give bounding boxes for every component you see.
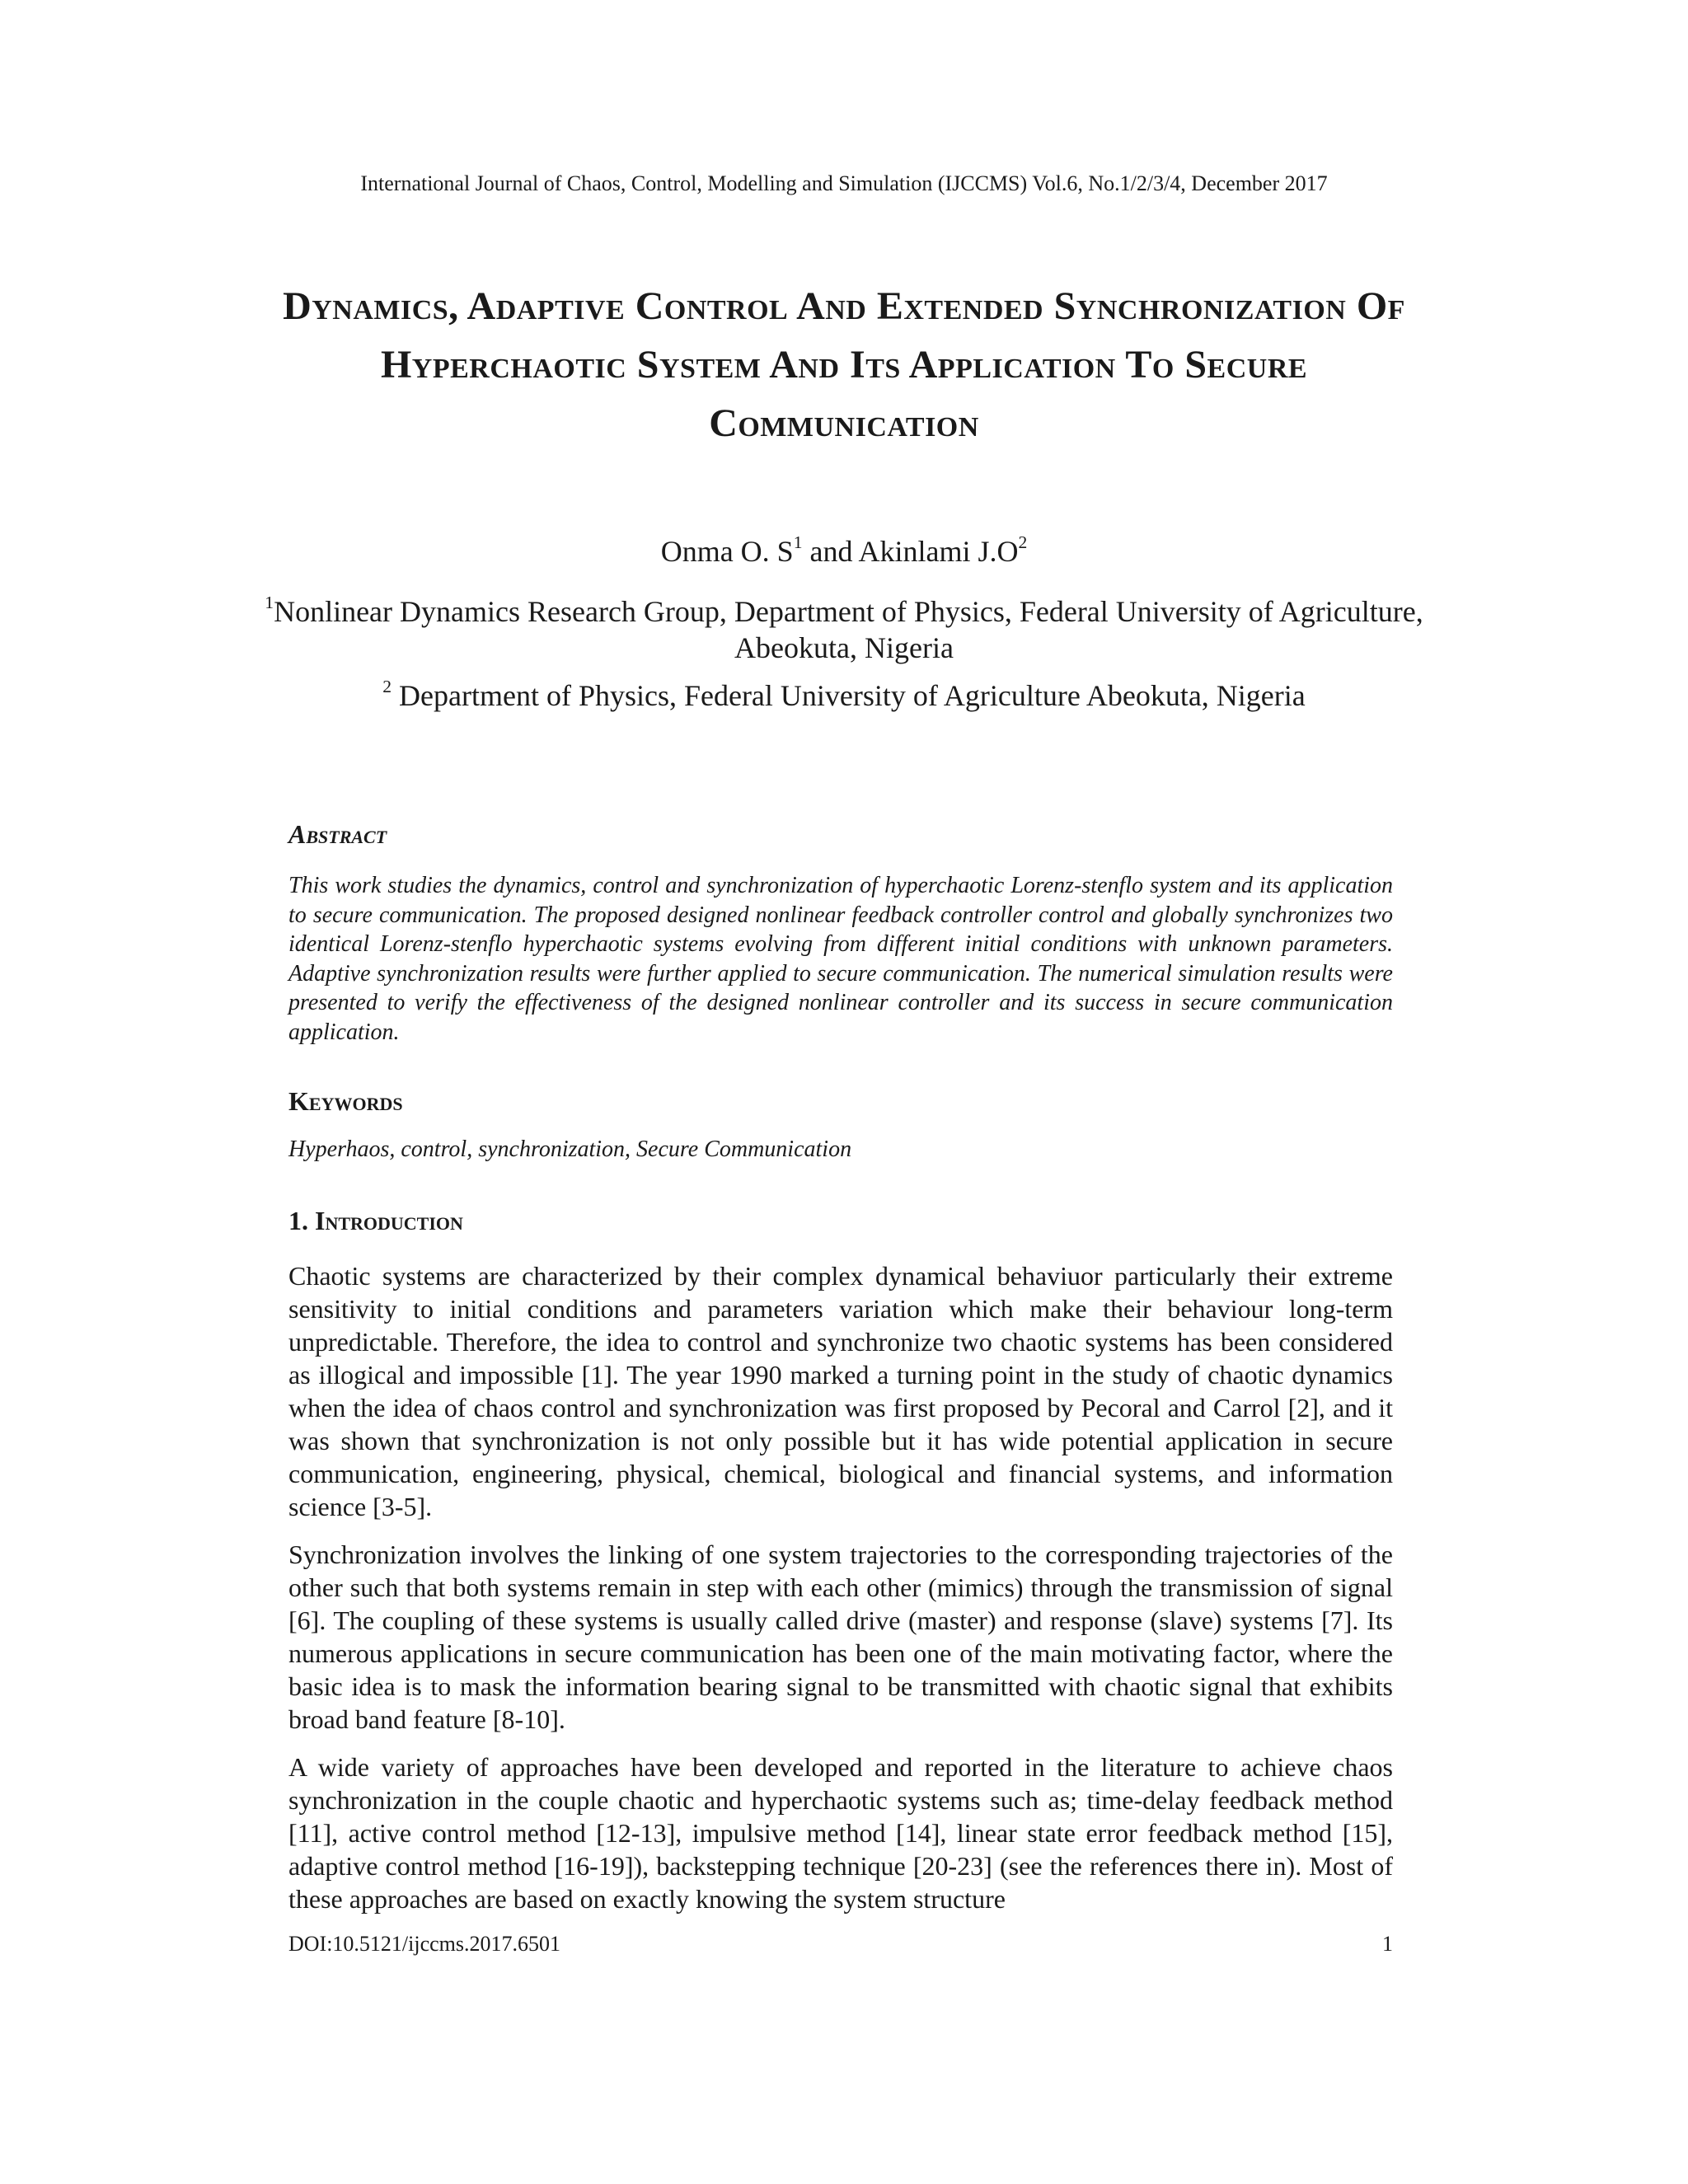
doi-footer: DOI:10.5121/ijccms.2017.6501 — [288, 1932, 561, 1956]
intro-paragraph-3: A wide variety of approaches have been developed and reported in the literature to achieve chaos synchronization in the couple chaotic and hyperchaotic systems such as; time-delay feedback method [11], active control method [12-13], impulsive method [14], linear state error feedback method [15], adaptive control method [16-19]), backstepping technique [20-23] (see the references there in). Most of these approaches are based on exactly knowing the system structure — [288, 1752, 1393, 1914]
intro-paragraph-2: Synchronization involves the linking of one system trajectories to the corresponding trajectories of the other such that both systems remain in step with each other (mimics) through the transmission of signal [6]. The coupling of these systems is usually called drive (master) and response (slave) systems [7]. Its numerous applications in secure communication has been one of the main motivating factor, where the basic idea is to mask the information bearing signal to be transmitted with chaotic signal that exhibits broad band feature [8-10]. — [288, 1540, 1393, 1734]
affiliation-2 — [247, 677, 1441, 714]
abstract-heading: Abstract — [288, 819, 387, 849]
page-number: 1 — [1382, 1932, 1393, 1956]
paper-title: Dynamics, Adaptive Control And Extended Synchronization Of Hyperchaotic System And Its Application To Secure Communication — [283, 284, 1405, 445]
intro-paragraph-1: Chaotic systems are characterized by their complex dynamical behaviuor particularly their extreme sensitivity to initial conditions and parameters variation which make their behaviour long-term unpredictable. Therefore, the idea to control and synchronize two chaotic systems has been considered as illogical and impossible [1]. The year 1990 marked a turning point in the study of chaotic dynamics when the idea of chaos control and synchronization was first proposed by Pecoral and Carrol [2], and it was shown that synchronization is not only possible but it has wide potential application in secure communication, engineering, physical, chemical, biological and financial systems, and information science [3-5]. — [288, 1261, 1393, 1521]
affiliation-1-text: Nonlinear Dynamics Research Group, Department of Physics, Federal University of Agriculture, Abeokuta, Nigeria — [274, 595, 1423, 664]
abstract-text: This work studies the dynamics, control and synchronization of hyperchaotic Lorenz-stenflo system and its application to secure communication. The proposed designed nonlinear feedback controller control and globally synchronizes two identical Lorenz-stenflo hyperchaotic systems evolving from different initial conditions with unknown parameters. Adaptive synchronization results were further applied to secure communication. The numerical simulation results were presented to verify the effectiveness of the designed nonlinear controller and its success in secure communication application. — [288, 873, 1393, 1045]
author-line — [0, 534, 1688, 569]
affiliation-2-superscript: 2 — [382, 676, 392, 696]
author-1: Onma O. S — [660, 535, 794, 568]
affiliation-2-text: Department of Physics, Federal University of Agriculture Abeokuta, Nigeria — [399, 679, 1306, 712]
affiliation-1 — [247, 593, 1441, 666]
author-2: and Akinlami J.O — [809, 535, 1019, 568]
journal-header: International Journal of Chaos, Control, Modelling and Simulation (IJCCMS) Vol.6, No.1/2/3/4, December 2017 — [360, 171, 1328, 195]
author-2-superscript: 2 — [1018, 532, 1028, 552]
keywords-heading: Keywords — [288, 1086, 403, 1116]
introduction-heading: 1. Introduction — [288, 1206, 463, 1235]
author-1-superscript: 1 — [793, 532, 803, 552]
affiliation-1-superscript: 1 — [265, 592, 274, 612]
keywords-text: Hyperhaos, control, synchronization, Secure Communication — [288, 1137, 852, 1162]
